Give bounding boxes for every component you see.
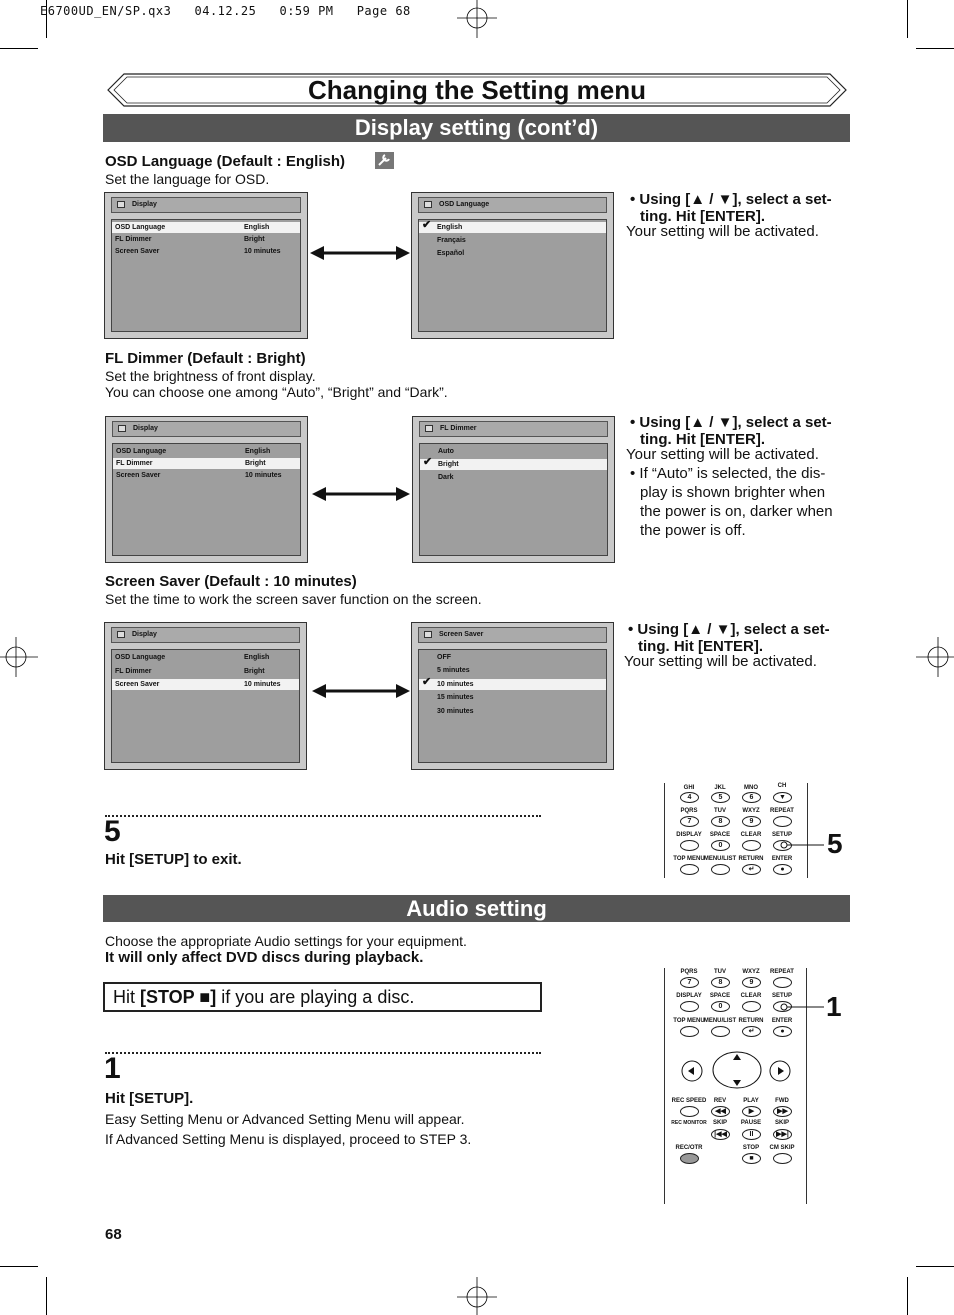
section-bar-display: Display setting (cont’d): [103, 114, 850, 142]
menu-row[interactable]: FL Dimmer Bright: [115, 668, 265, 675]
crop-mark: [0, 48, 38, 49]
rec-speed-button[interactable]: [680, 1106, 699, 1117]
wrench-icon: [375, 152, 394, 169]
menu-icon: [118, 425, 126, 432]
repeat-button[interactable]: [773, 977, 792, 988]
page-title: Changing the Setting menu: [308, 75, 646, 105]
option-item[interactable]: Dark: [438, 474, 454, 481]
fl-instructions: • Using [▲ / ▼], select a set- ting. Hit [ENTER]. Your setting will be activated. • If “Auto” is selected, the dis- play is shown brighter when the power is on, darker when the power is off.: [626, 414, 833, 539]
play-button[interactable]: ▶: [742, 1106, 761, 1117]
osd-heading: OSD Language (Default : English): [105, 153, 346, 170]
enter-button[interactable]: ●: [773, 1026, 792, 1037]
option-item[interactable]: 30 minutes: [437, 708, 474, 715]
fl-dimmer-screen: [412, 416, 615, 563]
option-item[interactable]: Español: [437, 250, 465, 257]
fl-desc1: Set the brightness of front display.: [105, 368, 316, 384]
file-header: E6700UD_EN/SP.qx3 04.12.25 0:59 PM Page 68: [40, 4, 411, 18]
display-button[interactable]: [680, 1001, 699, 1012]
menu-list-button[interactable]: [711, 1026, 730, 1037]
registration-mark-icon: [914, 637, 954, 677]
crop-mark: [916, 48, 954, 49]
option-item[interactable]: ✔ 10 minutes: [419, 679, 606, 690]
key-9-button[interactable]: 9: [742, 977, 761, 988]
crop-mark: [916, 1266, 954, 1267]
osd-language-screen: [411, 192, 614, 339]
registration-mark-icon: [0, 637, 40, 677]
display-menu-screen: [104, 622, 307, 770]
top-menu-button[interactable]: [680, 1026, 699, 1037]
enter-button[interactable]: ●: [773, 864, 792, 875]
screen-title: Screen Saver: [439, 631, 484, 638]
callout-line-icon: [780, 838, 824, 852]
menu-icon: [424, 201, 432, 208]
callout-line-icon: [780, 1000, 824, 1014]
option-item[interactable]: 15 minutes: [437, 694, 474, 701]
crop-mark: [907, 0, 908, 38]
crop-mark: [0, 1266, 38, 1267]
remote-illustration: PQRS TUV WXYZ REPEAT 7 8 9 DISPLAY SPACE CLEAR SETUP 0 TOP MENU MENU/LIST RETURN ENTER ↵ ● REC SPEED REV PLAY FWD ◀◀ ▶ ▶▶ REC MONITOR SKIP PAUSE SKIP |◀◀ II ▶▶| REC/OTR STOP CM SKIP ■: [664, 968, 807, 1204]
return-button[interactable]: ↵: [742, 1026, 761, 1037]
channel-down-button[interactable]: ▼: [773, 792, 792, 803]
key-9-button[interactable]: 9: [742, 816, 761, 827]
crop-mark: [46, 1277, 47, 1315]
fwd-button[interactable]: ▶▶: [773, 1106, 792, 1117]
menu-row[interactable]: FL Dimmer Bright: [115, 236, 265, 243]
osd-desc: Set the language for OSD.: [105, 171, 270, 187]
option-item[interactable]: OFF: [437, 654, 451, 661]
top-menu-button[interactable]: [680, 864, 699, 875]
display-button[interactable]: [680, 840, 699, 851]
menu-row[interactable]: Screen Saver 10 minutes: [115, 248, 281, 255]
menu-icon: [425, 425, 433, 432]
stop-button[interactable]: ■: [742, 1153, 761, 1164]
key-0-button[interactable]: 0: [711, 840, 730, 851]
skip-forward-button[interactable]: ▶▶|: [773, 1129, 792, 1140]
screen-title: Display: [132, 631, 157, 638]
menu-icon: [117, 631, 125, 638]
step1-heading: Hit [SETUP].: [105, 1090, 194, 1107]
cm-skip-button[interactable]: [773, 1153, 792, 1164]
option-item[interactable]: 5 minutes: [437, 667, 470, 674]
step-number: 5: [104, 815, 121, 848]
screen-title: Display: [132, 201, 157, 208]
clear-button[interactable]: [742, 1001, 761, 1012]
key-4-button[interactable]: 4: [680, 792, 699, 803]
step5-text: Hit [SETUP] to exit.: [105, 851, 242, 868]
menu-row[interactable]: OSD Language English: [116, 448, 271, 455]
skip-back-button[interactable]: |◀◀: [711, 1129, 730, 1140]
checkmark-icon: ✔: [423, 456, 433, 468]
step-number: 1: [104, 1052, 121, 1085]
menu-icon: [424, 631, 432, 638]
screen-title: FL Dimmer: [440, 425, 477, 432]
ss-instructions: • Using [▲ / ▼], select a set- ting. Hit [ENTER]. Your setting will be activated.: [624, 621, 830, 670]
menu-row[interactable]: FL Dimmer Bright: [113, 458, 300, 469]
audio-intro1: Choose the appropriate Audio settings for your equipment.: [105, 933, 467, 949]
menu-row[interactable]: Screen Saver 10 minutes: [116, 472, 282, 479]
dotted-divider: [105, 1052, 541, 1054]
option-item[interactable]: ✔ English: [419, 222, 606, 233]
key-8-button[interactable]: 8: [711, 816, 730, 827]
remote-callout: 1: [826, 991, 842, 1022]
option-item[interactable]: ✔ Bright: [420, 459, 607, 470]
key-5-button[interactable]: 5: [711, 792, 730, 803]
clear-button[interactable]: [742, 840, 761, 851]
dpad-icon[interactable]: [679, 1048, 795, 1092]
key-7-button[interactable]: 7: [680, 816, 699, 827]
fl-desc2: You can choose one among “Auto”, “Bright” and “Dark”.: [105, 384, 448, 400]
ss-heading: Screen Saver (Default : 10 minutes): [105, 573, 357, 590]
repeat-button[interactable]: [773, 816, 792, 827]
rev-button[interactable]: ◀◀: [711, 1106, 730, 1117]
osd-instructions: • Using [▲ / ▼], select a set- ting. Hit [ENTER]. Your setting will be activated.: [626, 191, 832, 240]
double-arrow-icon: [310, 244, 410, 262]
display-menu-screen: [105, 416, 308, 563]
double-arrow-icon: [312, 485, 410, 503]
fl-heading: FL Dimmer (Default : Bright): [105, 350, 306, 367]
pause-button[interactable]: II: [742, 1129, 761, 1140]
checkmark-icon: ✔: [422, 676, 432, 688]
stop-note-box: Hit [STOP ■] if you are playing a disc.: [103, 982, 542, 1012]
remote-illustration: GHI JKL MNO CH 4 5 6 ▼ PQRS TUV WXYZ REPEAT 7 8 9 DISPLAY SPACE CLEAR SETUP 0 TOP MENU MENU/LIST RETURN ENTER ↵ ●: [664, 783, 808, 878]
double-arrow-icon: [312, 682, 410, 700]
key-8-button[interactable]: 8: [711, 977, 730, 988]
rec-otr-button[interactable]: [680, 1153, 699, 1164]
screen-title: OSD Language: [439, 201, 490, 208]
registration-mark-icon: [457, 0, 497, 40]
key-7-button[interactable]: 7: [680, 977, 699, 988]
dotted-divider: [105, 815, 541, 817]
option-item[interactable]: Auto: [438, 448, 454, 455]
key-6-button[interactable]: 6: [742, 792, 761, 803]
page-number: 68: [105, 1226, 122, 1243]
menu-list-button[interactable]: [711, 864, 730, 875]
display-menu-screen: [104, 192, 308, 339]
menu-row[interactable]: OSD Language English: [115, 654, 270, 661]
registration-mark-icon: [457, 1275, 497, 1315]
screen-saver-screen: [411, 622, 614, 770]
menu-row[interactable]: Screen Saver 10 minutes: [112, 679, 299, 690]
option-item[interactable]: Français: [437, 237, 466, 244]
remote-callout: 5: [827, 828, 843, 859]
crop-mark: [907, 1277, 908, 1315]
checkmark-icon: ✔: [422, 219, 432, 231]
audio-intro2: It will only affect DVD discs during playback.: [105, 949, 424, 966]
screen-title: Display: [133, 425, 158, 432]
return-button[interactable]: ↵: [742, 864, 761, 875]
step1-text2: If Advanced Setting Menu is displayed, proceed to STEP 3.: [105, 1131, 472, 1147]
key-0-button[interactable]: 0: [711, 1001, 730, 1012]
section-bar-audio: Audio setting: [103, 895, 850, 922]
step1-text1: Easy Setting Menu or Advanced Setting Menu will appear.: [105, 1111, 465, 1127]
menu-row[interactable]: OSD Language English: [112, 222, 300, 233]
menu-icon: [117, 201, 125, 208]
ss-desc: Set the time to work the screen saver function on the screen.: [105, 591, 482, 607]
